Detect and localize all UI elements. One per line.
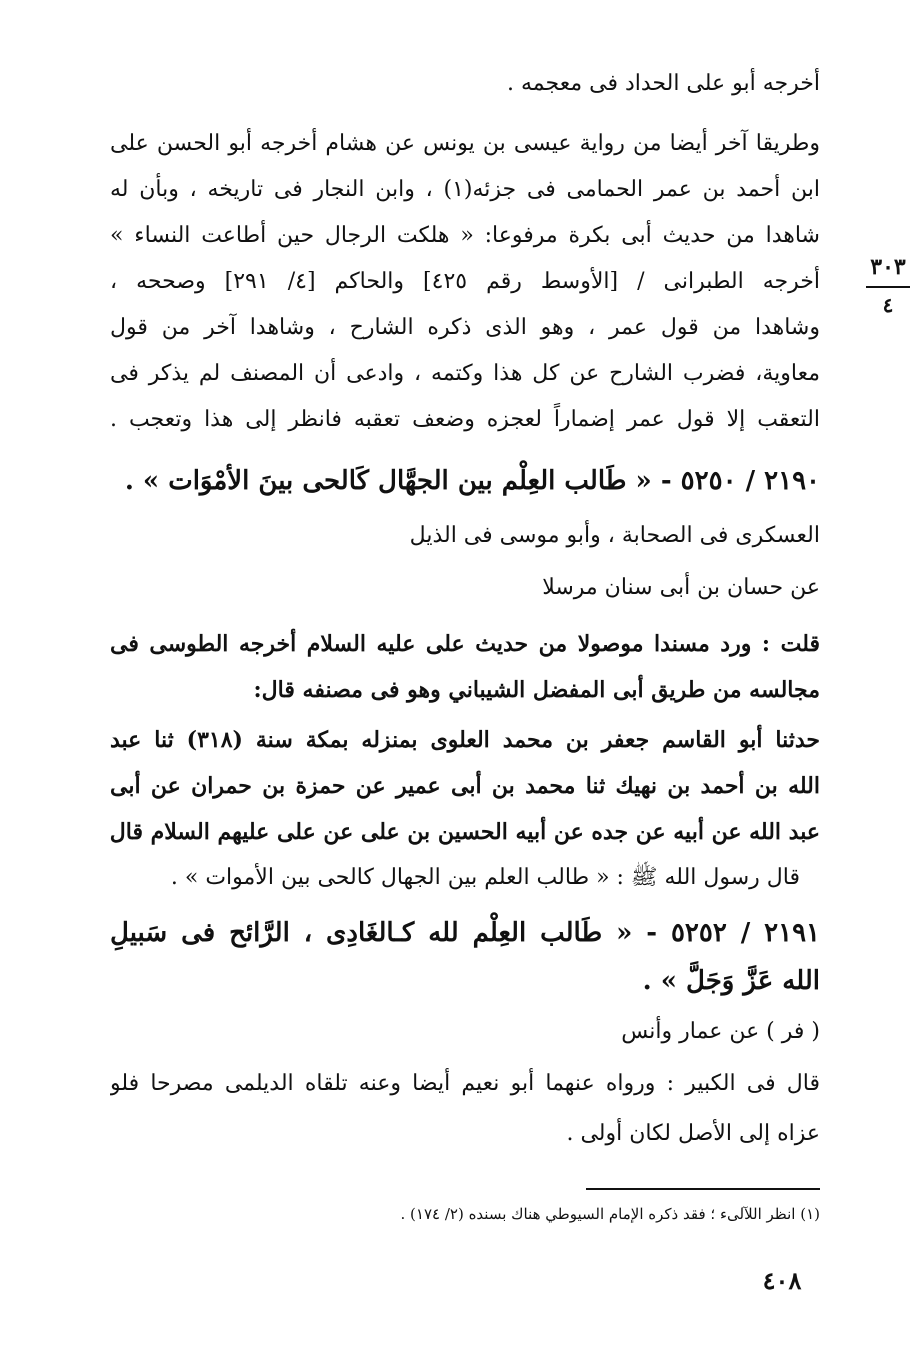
text-line: ابن أحمد بن عمر الحمامى فى جزئه(١) ، وابن النجار فى تاريخه ، وبأن له	[110, 177, 820, 202]
commentary-line: قال رسول الله ﷺ : « طالب العلم بين الجهال كالحى بين الأموات » .	[170, 865, 800, 890]
text-line: معاوية، فضرب الشارح عن كل هذا وكتمه ، وادعى أن المصنف لم يذكر فى	[110, 361, 820, 386]
margin-reference-divider	[866, 286, 910, 288]
margin-page-reference	[858, 252, 918, 318]
margin-reference-bottom: ٤	[882, 293, 894, 317]
text-line: وطريقا آخر أيضا من رواية عيسى بن يونس عن هشام أخرجه أبو الحسن على	[110, 131, 820, 156]
page-number: ٤٠٨	[762, 1266, 802, 1295]
commentary-line: مجالسه من طريق أبى المفضل الشيباني وهو فى مصنفه قال:	[253, 677, 820, 703]
source-line: عن حسان بن أبى سنان مرسلا	[542, 575, 820, 600]
footnote: (١) انظر اللآلىء ؛ فقد ذكره الإمام السيوطي هناك بسنده (٢/ ١٧٤) .	[400, 1205, 820, 1223]
text-line: قال فى الكبير : ورواه عنهما أبو نعيم أيضا وعنه تلقاه الديلمى مصرحا فلو	[110, 1071, 820, 1096]
commentary-line: عبد الله عن أبيه عن جده عن أبيه الحسين بن على عن على عليهم السلام قال	[110, 819, 820, 845]
text-line: شاهدا من حديث أبى بكرة مرفوعا: « هلكت الرجال حين أطاعت النساء »	[110, 223, 820, 248]
hadith-heading-2191-continued: الله عَزَّ وَجَلَّ » .	[642, 966, 820, 996]
text-line: أخرجه الطبرانى / [الأوسط رقم ٤٢٥] والحاكم [٤/ ٢٩١] وصححه ،	[110, 269, 820, 294]
source-line: العسكرى فى الصحابة ، وأبو موسى فى الذيل	[409, 523, 820, 548]
text-line: وشاهدا من قول عمر ، وهو الذى ذكره الشارح ، وشاهدا آخر من قول	[110, 315, 820, 340]
footnote-separator	[586, 1188, 820, 1190]
hadith-heading-2191: ٢١٩١ / ٥٢٥٢ - « طَالب العِلْم لله كـالغَادِى ، الرَّائح فى سَبيلِ	[110, 918, 820, 948]
margin-reference-top: ٣٠٣	[870, 254, 906, 280]
hadith-heading-2190: ٢١٩٠ / ٥٢٥٠ - « طَالب العِلْم بين الجهَّال كَالحى بينَ الأمْوَات » .	[124, 466, 820, 496]
commentary-line: حدثنا أبو القاسم جعفر بن محمد العلوى بمنزله بمكة سنة (٣١٨) ثنا عبد	[110, 727, 820, 753]
text-line: التعقب إلا قول عمر إضماراً لعجزه وضعف تعقبه فانظر إلى هذا وتعجب .	[110, 407, 820, 432]
text-line: عزاه إلى الأصل لكان أولى .	[566, 1121, 820, 1146]
source-line: ( فر ) عن عمار وأنس	[621, 1019, 820, 1044]
commentary-line: الله بن أحمد بن نهيك ثنا محمد بن أبى عمير عن حمزة بن حمران عن أبى	[110, 773, 820, 799]
text-line: أخرجه أبو على الحداد فى معجمه .	[507, 71, 820, 96]
commentary-line: قلت : ورد مسندا موصولا من حديث على عليه السلام أخرجه الطوسى فى	[110, 631, 820, 657]
